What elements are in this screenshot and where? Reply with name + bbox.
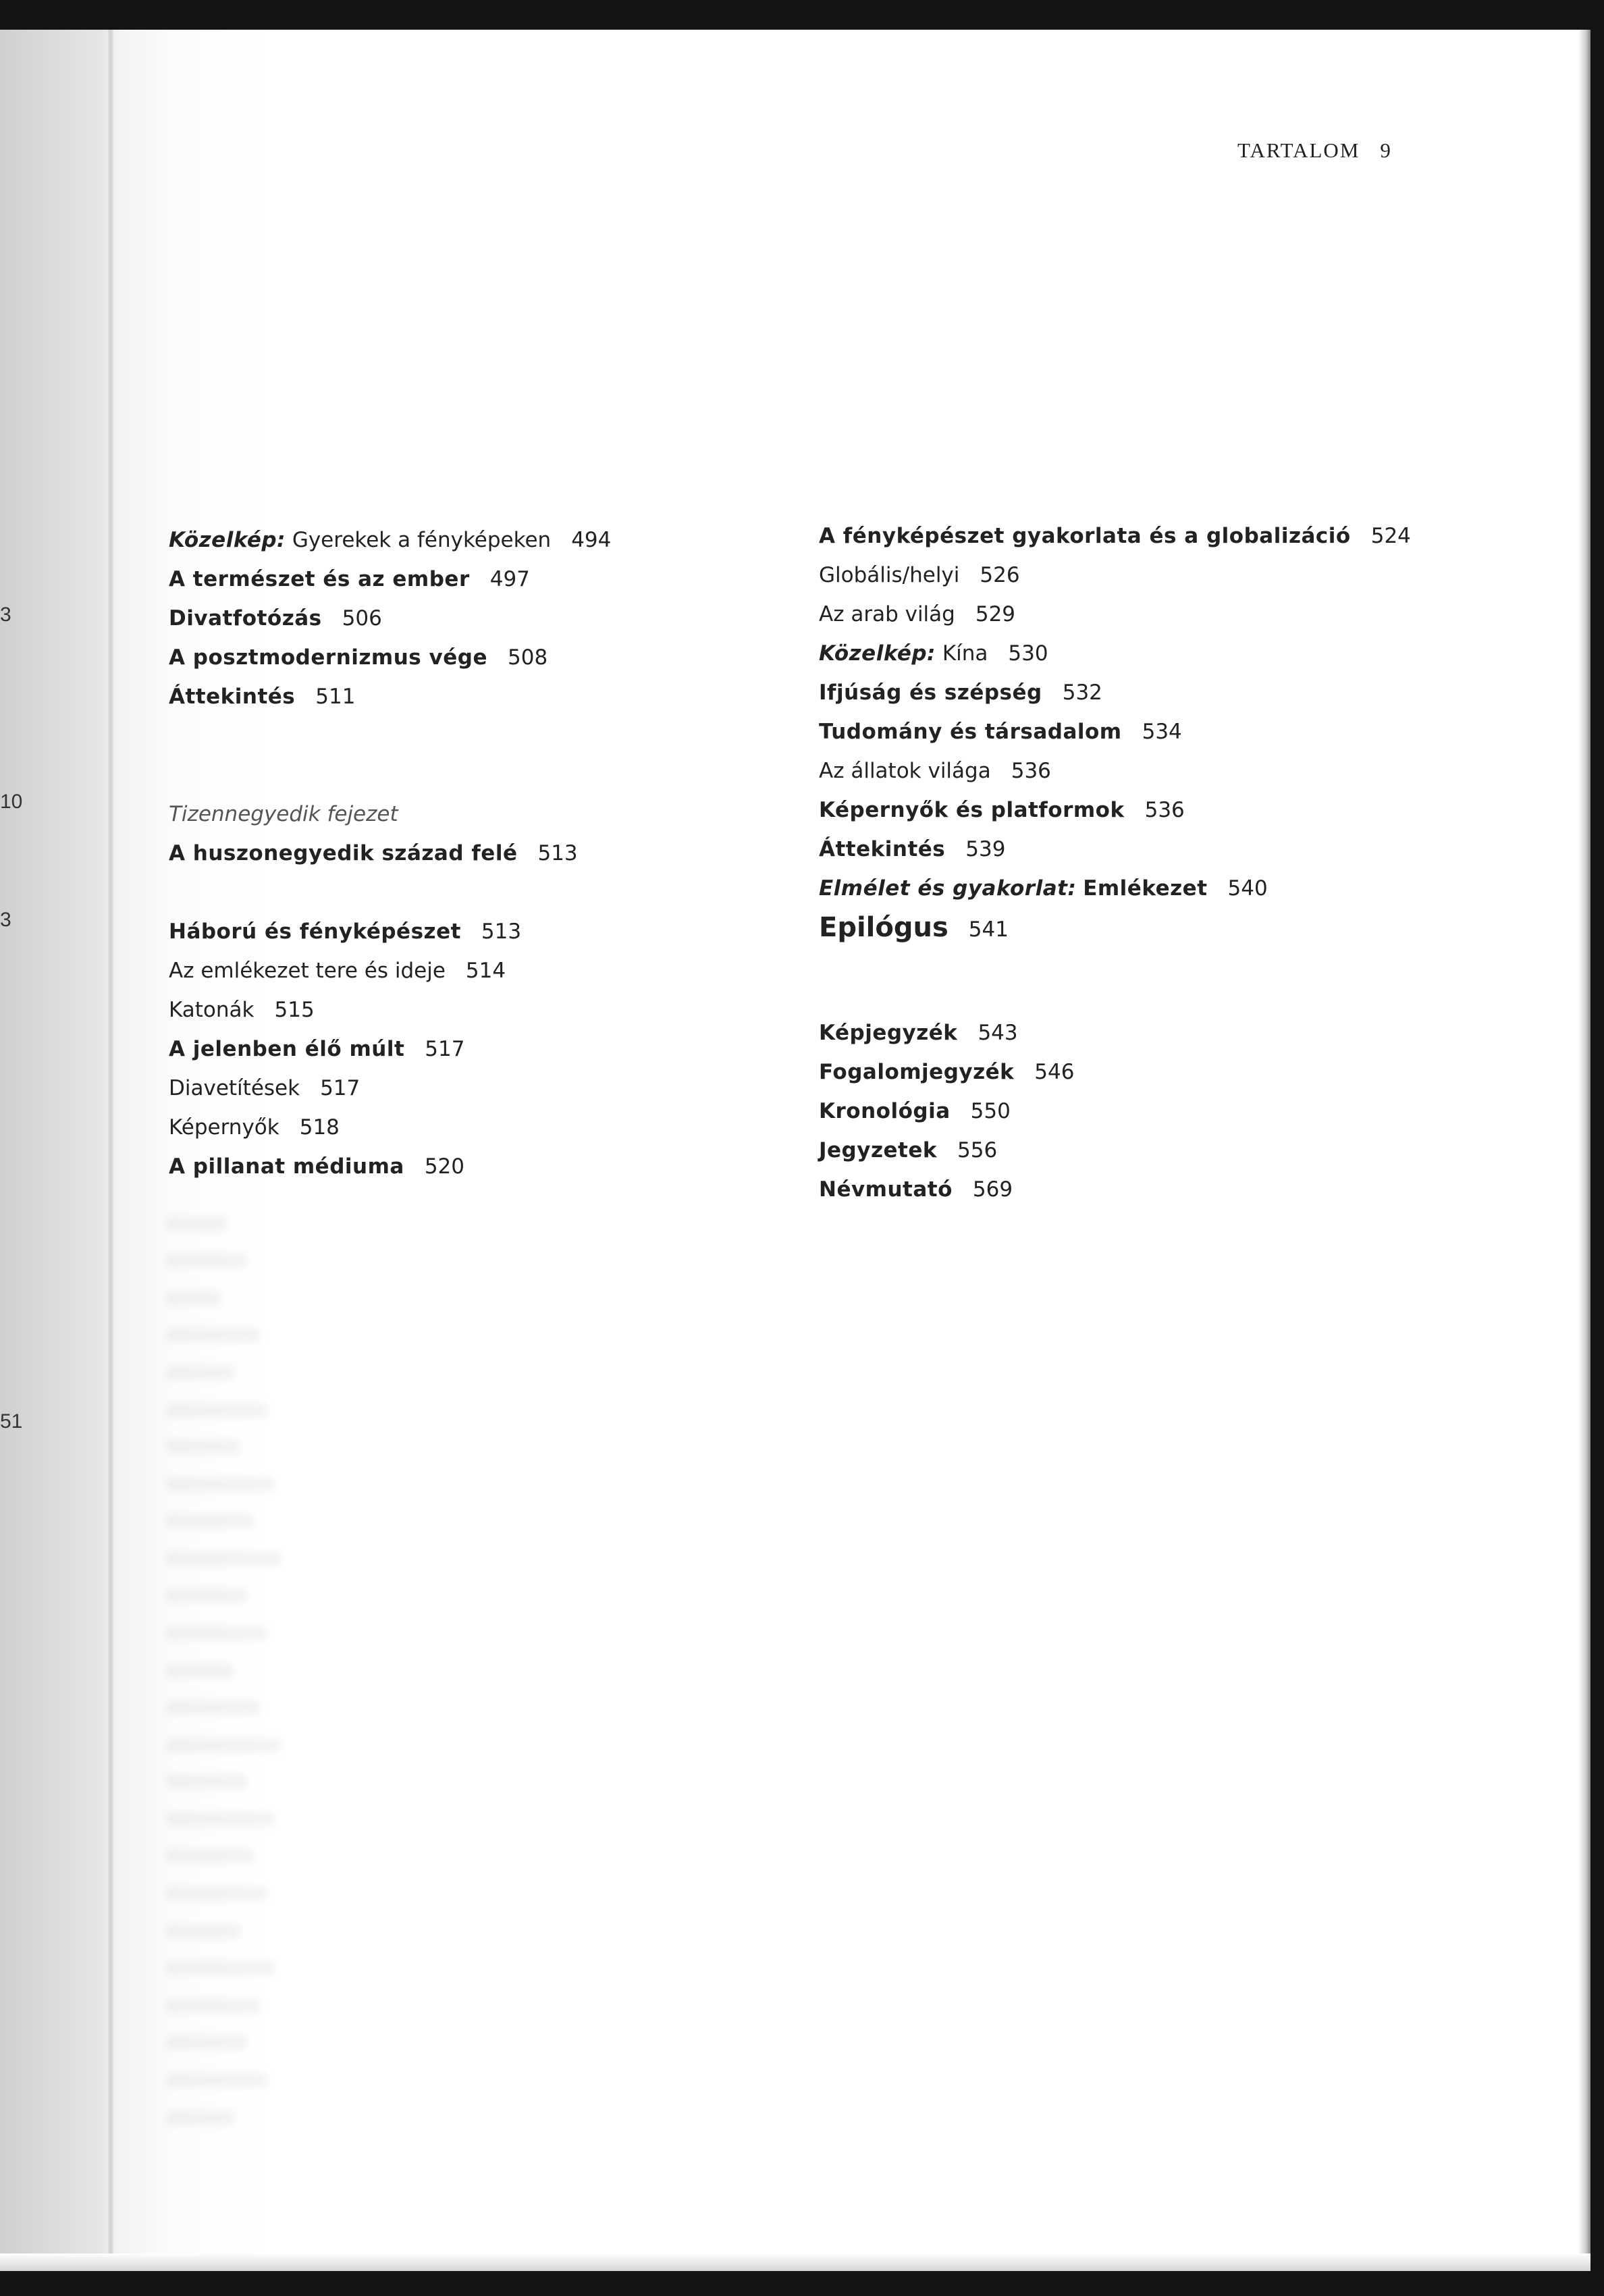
toc-entry: [169, 683, 355, 710]
show-through-line: [166, 1439, 240, 1454]
toc-entry-page: 543: [978, 1021, 1018, 1045]
toc-entry-label: Ifjúság és szépség: [819, 680, 1042, 705]
book-page: [0, 30, 1590, 2271]
prev-page-number: 10: [0, 791, 23, 813]
prev-page-number: 3: [0, 604, 11, 626]
toc-entry-label: Kronológia: [819, 1099, 951, 1123]
toc-entry-label: Áttekintés: [819, 837, 946, 861]
toc-entry: [819, 1137, 997, 1164]
toc-entry: [819, 523, 1411, 550]
toc-entry-page: 513: [537, 841, 578, 865]
toc-entry-prefix: Közelkép:: [819, 641, 936, 666]
toc-entry: [169, 527, 611, 554]
show-through-line: [166, 1217, 227, 1231]
toc-entry-page: 524: [1370, 524, 1411, 548]
toc-entry: [819, 875, 1268, 902]
toc-entry-label: Kína: [942, 641, 988, 666]
toc-entry: [819, 601, 1015, 628]
toc-entry-label: A pillanat médiuma: [169, 1154, 404, 1179]
show-through-line: [166, 1700, 261, 1715]
toc-entry-label: Áttekintés: [169, 685, 296, 709]
show-through-line: [166, 1514, 254, 1528]
toc-entry-page: 526: [980, 563, 1020, 587]
toc-entry: [169, 996, 315, 1023]
toc-entry: [169, 644, 547, 671]
toc-entry-page: 520: [424, 1154, 464, 1179]
toc-entry-prefix: Elmélet és gyakorlat:: [819, 876, 1077, 901]
toc-entry-label: A posztmodernizmus vége: [169, 645, 487, 670]
toc-entry: [819, 640, 1048, 667]
toc-entry-label: Fogalomjegyzék: [819, 1060, 1015, 1084]
show-through-line: [166, 1327, 261, 1342]
toc-entry-page: 569: [972, 1177, 1013, 1202]
toc-entry-page: 514: [465, 959, 506, 983]
toc-entry-page: 536: [1011, 759, 1051, 783]
toc-entry-page: 539: [965, 837, 1006, 861]
running-head-page-number: 9: [1380, 138, 1392, 162]
show-through-line: [166, 1886, 267, 1901]
toc-entry-page: 532: [1062, 680, 1102, 705]
toc-entry-label: Képernyők és platformok: [819, 798, 1125, 822]
toc-entry-label: Gyerekek a fényképeken: [292, 528, 552, 552]
toc-entry-page: 529: [975, 602, 1016, 626]
show-through-line: [166, 1291, 220, 1306]
prev-page-number: 51: [0, 1410, 23, 1433]
toc-entry: [819, 718, 1182, 745]
page-edge-right: [1578, 30, 1590, 2271]
show-through-line: [166, 1738, 281, 1753]
page-edge-bottom: [0, 2253, 1590, 2271]
toc-entry: [819, 836, 1005, 863]
toc-entry-prefix: Közelkép:: [169, 528, 286, 552]
show-through-line: [166, 1477, 274, 1492]
page-fold-line: [108, 30, 113, 2271]
toc-entry-page: 515: [274, 998, 315, 1022]
toc-entry-label: A fényképészet gyakorlata és a globalizáció: [819, 524, 1351, 548]
show-through-line: [166, 1960, 274, 1975]
toc-entry-label: Névmutató: [819, 1177, 953, 1202]
toc-entry-label: Divatfotózás: [169, 606, 322, 631]
toc-entry-label: Emlékezet: [1083, 876, 1208, 901]
toc-entry-page: 513: [481, 919, 522, 944]
toc-entry-label: Diavetítések: [169, 1076, 300, 1100]
show-through-line: [166, 2110, 234, 2125]
toc-entry: [169, 1114, 340, 1141]
toc-entry: [819, 757, 1051, 784]
toc-entry-label: Tudomány és társadalom: [819, 720, 1122, 744]
toc-entry-label: Az arab világ: [819, 602, 955, 626]
toc-entry-page: 540: [1227, 876, 1268, 901]
toc-entry-label: Háború és fényképészet: [169, 919, 461, 944]
toc-entry-page: 517: [425, 1037, 465, 1061]
show-through-line: [166, 1812, 274, 1827]
toc-entry: [169, 840, 578, 867]
toc-entry-page: 556: [957, 1138, 998, 1163]
toc-entry-label: A természet és az ember: [169, 567, 470, 591]
toc-entry-label: Képernyők: [169, 1115, 279, 1140]
show-through-line: [166, 1774, 247, 1789]
show-through-line: [166, 2073, 267, 2087]
toc-entry: [819, 1059, 1074, 1086]
show-through-line: [166, 1365, 234, 1380]
show-through-line: [166, 1626, 267, 1640]
toc-entry-label: Katonák: [169, 998, 255, 1022]
toc-entry: [819, 914, 1009, 943]
toc-entry-page: 511: [315, 685, 356, 709]
show-through-line: [166, 1848, 254, 1863]
toc-entry-label: A huszonegyedik század felé: [169, 841, 518, 865]
toc-entry-page: 518: [299, 1115, 340, 1140]
toc-entry: [819, 679, 1102, 706]
toc-entry-page: 536: [1144, 798, 1185, 822]
toc-entry-page: 494: [571, 528, 612, 552]
running-head: [1237, 138, 1392, 163]
toc-entry-label: Az emlékezet tere és ideje: [169, 959, 446, 983]
show-through-line: [166, 1253, 247, 1268]
toc-entry-page: 497: [489, 567, 530, 591]
show-through-line: [166, 1588, 247, 1603]
toc-entry-label: A jelenben élő múlt: [169, 1037, 405, 1061]
toc-entry-label: Jegyzetek: [819, 1138, 937, 1163]
toc-entry-page: 517: [320, 1076, 360, 1100]
toc-entry: [169, 918, 521, 945]
toc-entry-page: 550: [970, 1099, 1011, 1123]
toc-entry: [819, 1098, 1011, 1125]
chapter-label: [169, 801, 398, 828]
toc-entry: [819, 562, 1020, 589]
toc-entry-page: 508: [508, 645, 548, 670]
toc-entry-page: 534: [1142, 720, 1182, 744]
toc-entry: [169, 1075, 360, 1102]
toc-entry: [169, 957, 506, 984]
toc-entry-label: Az állatok világa: [819, 759, 991, 783]
toc-entry-label: Képjegyzék: [819, 1021, 958, 1045]
show-through-line: [166, 1998, 261, 2013]
toc-entry: [819, 797, 1185, 824]
toc-entry-label: Globális/helyi: [819, 563, 960, 587]
toc-entry: [169, 605, 382, 632]
show-through-line: [166, 2035, 247, 2050]
show-through-line: [166, 1551, 281, 1566]
show-through-line: [166, 1403, 267, 1418]
toc-entry: [169, 1153, 464, 1180]
page-gutter-shadow: [0, 30, 284, 2271]
toc-entry: [819, 1019, 1018, 1046]
toc-entry-label: Epilógus: [819, 912, 948, 943]
toc-entry-page: 506: [342, 606, 382, 631]
toc-entry: [169, 1036, 464, 1063]
toc-entry-label: Tizennegyedik fejezet: [169, 802, 398, 826]
toc-entry-page: 546: [1034, 1060, 1075, 1084]
toc-entry: [819, 1176, 1013, 1203]
toc-entry: [169, 566, 530, 593]
show-through-line: [166, 1663, 234, 1678]
show-through-line: [166, 1924, 240, 1939]
toc-entry-page: 530: [1008, 641, 1048, 666]
running-head-title: TARTALOM: [1237, 138, 1360, 162]
toc-entry-page: 541: [968, 917, 1009, 942]
prev-page-number: 3: [0, 909, 11, 931]
